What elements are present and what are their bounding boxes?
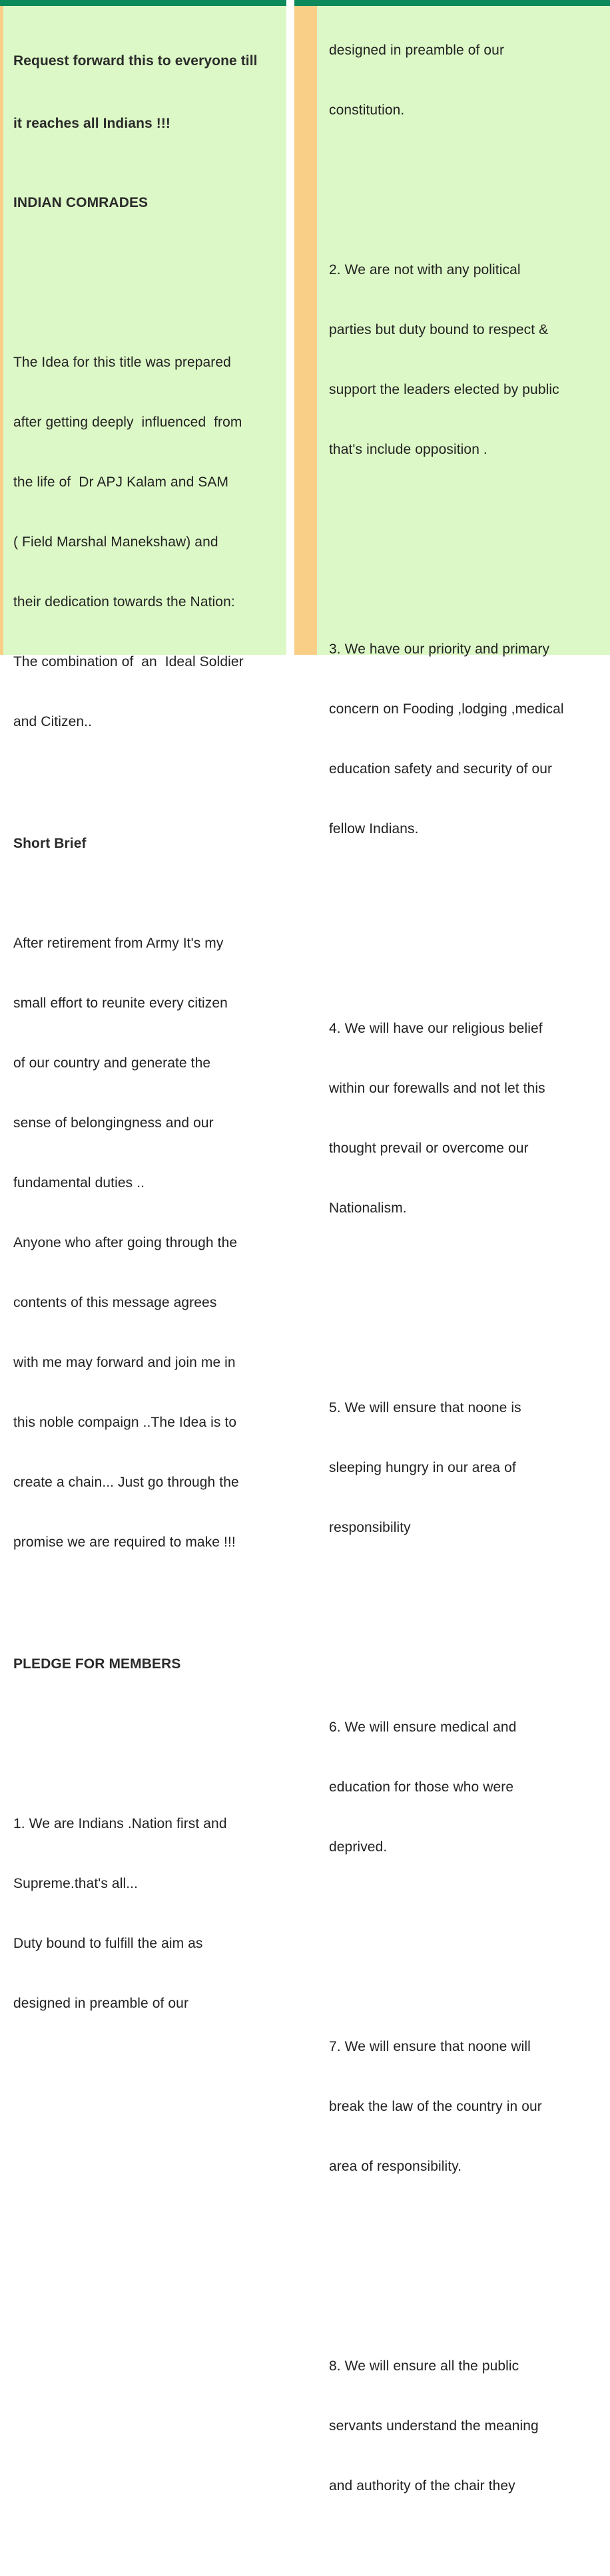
pledge-line: servants understand the meaning: [329, 2418, 539, 2434]
continuation-line: designed in preamble of our: [329, 43, 505, 58]
heading-short-brief: Short Brief: [13, 836, 87, 851]
brief-line: of our country and generate the: [13, 1055, 211, 1071]
idea-paragraph: [13, 313, 286, 772]
brief-line: create a chain... Just go through the: [13, 1475, 239, 1490]
right-quote-stripe: [294, 6, 317, 655]
pledge-8-paragraph: [329, 2316, 610, 2536]
brief-line: fundamental duties ..: [13, 1175, 145, 1191]
left-quote-stripe: [0, 6, 3, 655]
pledge-6-paragraph: [329, 1678, 610, 1897]
pledge-7-paragraph: [329, 1997, 610, 2217]
heading-pledge: PLEDGE FOR MEMBERS: [13, 1656, 181, 1672]
pledge-line: 7. We will ensure that noone will: [329, 2039, 531, 2054]
pledge-line: area of responsibility.: [329, 2159, 462, 2174]
pledge-line: 4. We will have our religious belief: [329, 1021, 543, 1036]
pledge-line: that's include opposition .: [329, 442, 487, 457]
heading-indian-comrades: INDIAN COMRADES: [13, 195, 149, 210]
idea-line: The combination of an Ideal Soldier: [13, 654, 244, 669]
pledge-3-paragraph: [329, 600, 610, 879]
pledge-line: parties but duty bound to respect &: [329, 322, 549, 337]
idea-line: their dedication towards the Nation:: [13, 594, 235, 610]
pledge-line: responsibility: [329, 1520, 411, 1535]
brief-line: After retirement from Army It's my: [13, 936, 224, 951]
brief-line: contents of this message agrees: [13, 1295, 217, 1310]
pledge-line: 1. We are Indians .Nation first and: [13, 1816, 227, 1831]
pledge-line: Duty bound to fulfill the aim as: [13, 1936, 203, 1951]
pledge-line: 3. We have our priority and primary: [329, 642, 550, 657]
pledge-1-paragraph: [13, 1774, 286, 2054]
brief-line: sense of belongingness and our: [13, 1115, 214, 1131]
pledge-line: sleeping hungry in our area of: [329, 1460, 516, 1475]
brief-line: small effort to reunite every citizen: [13, 996, 228, 1011]
pledge-2-paragraph: [329, 220, 610, 500]
pledge-line: break the law of the country in our: [329, 2099, 542, 2114]
pledge-line: designed in preamble of our: [13, 1996, 189, 2011]
pledge-line: education for those who were: [329, 1779, 514, 1795]
pledge-line: thought prevail or overcome our: [329, 1141, 529, 1156]
pledge-line: fellow Indians.: [329, 821, 419, 836]
pledge-line: within our forewalls and not let this: [329, 1081, 545, 1096]
brief-line: with me may forward and join me in: [13, 1355, 236, 1370]
brief-line: Anyone who after going through the: [13, 1235, 238, 1250]
right-message-panel: [294, 6, 610, 2493]
idea-line: after getting deeply influenced from: [13, 415, 242, 430]
brief-line: this noble compaign ..The Idea is to: [13, 1415, 237, 1430]
idea-line: ( Field Marshal Manekshaw) and: [13, 534, 218, 550]
request-line-2: it reaches all Indians !!!: [13, 116, 170, 131]
pledge-line: Supreme.that's all...: [13, 1876, 139, 1891]
pledge-line: 5. We will ensure that noone is: [329, 1400, 521, 1415]
pledge-line: and authority of the chair they: [329, 2478, 515, 2493]
pledge-line: deprived.: [329, 1839, 388, 1855]
pledge-line: 2. We are not with any political: [329, 262, 521, 277]
pledge-line: education safety and security of our: [329, 761, 553, 777]
request-line-1: Request forward this to everyone till: [13, 53, 258, 69]
brief-paragraph: [13, 894, 286, 1592]
pledge-5-paragraph: [329, 1358, 610, 1578]
left-message-panel: [0, 6, 286, 2011]
idea-line: the life of Dr APJ Kalam and SAM: [13, 474, 229, 490]
idea-line: The Idea for this title was prepared: [13, 355, 231, 370]
left-message-text: [13, 6, 286, 2094]
continuation-line: constitution.: [329, 102, 405, 118]
pledge-line: concern on Fooding ,lodging ,medical: [329, 701, 564, 717]
pledge-line: 8. We will ensure all the public: [329, 2358, 519, 2374]
pledge-line: Nationalism.: [329, 1200, 407, 1216]
brief-line: promise we are required to make !!!: [13, 1535, 236, 1550]
left-top-bar: [0, 0, 286, 6]
pledge-4-paragraph: [329, 979, 610, 1258]
right-message-text: [329, 1, 610, 2576]
pledge-line: support the leaders elected by public: [329, 382, 559, 397]
idea-line: and Citizen..: [13, 714, 93, 729]
pledge-line: 6. We will ensure medical and: [329, 1720, 517, 1735]
